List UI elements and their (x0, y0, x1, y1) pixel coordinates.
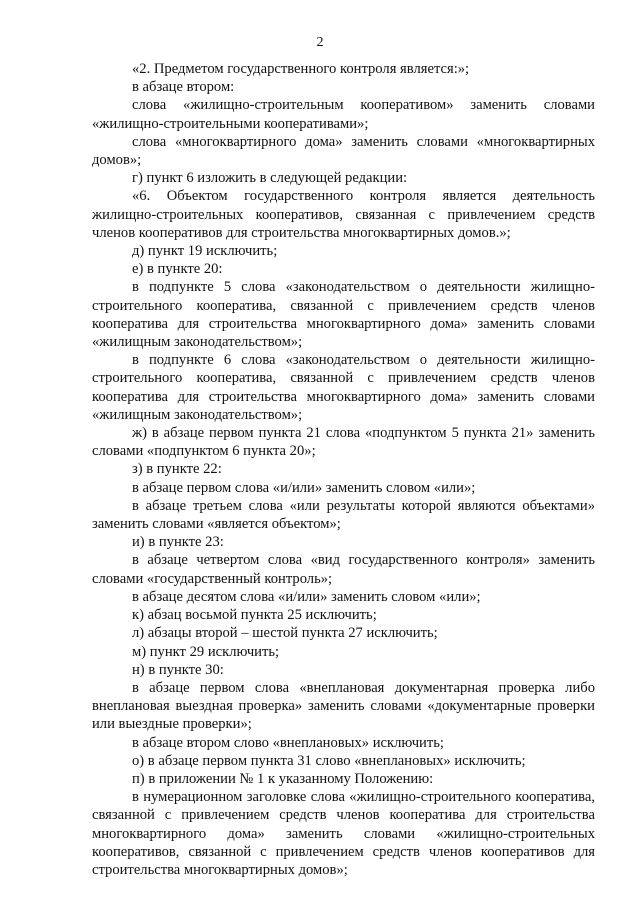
paragraph: е) в пункте 20: (132, 261, 223, 278)
paragraph: слова «жилищно-строительным кооперативом» заменить словами «жилищно-строительными кооперативами»; (92, 97, 595, 132)
paragraph: в абзаце первом слова «и/или» заменить словом «или»; (132, 479, 476, 496)
paragraph: «6. Объектом государственного контроля является деятельность жилищно-строительных кооперативов, связанная с привлечением средств членов кооперативов для строительства многоквартирных домов.»; (92, 188, 595, 241)
paragraph: в подпункте 6 слова «законодательством о деятельности жилищно-строительного кооператива, связанной с привлечением средств членов кооператива для строительства многоквартирного дома» заменить словами «жилищным законодательством»; (92, 352, 595, 423)
paragraph: з) в пункте 22: (132, 461, 222, 478)
paragraph: ж) в абзаце первом пункта 21 слова «подпунктом 5 пункта 21» заменить словами «подпунктом 6 пункта 20»; (92, 425, 595, 460)
paragraph: л) абзацы второй – шестой пункта 27 исключить; (132, 625, 438, 642)
document-body (92, 60, 595, 879)
paragraph: к) абзац восьмой пункта 25 исключить; (132, 607, 377, 624)
paragraph: в нумерационном заголовке слова «жилищно-строительного кооператива, связанной с привлечением средств членов кооператива для строительства многоквартирного дома» заменить словами «жилищно-строительных кооперативов, связанной с привлечением средств членов кооперативов для строительства многоквартирных домов»; (92, 789, 595, 878)
paragraph: в абзаце первом слова «внеплановая документарная проверка либо внеплановая выездная проверка» заменить словами «документарные проверки или выездные проверки»; (92, 679, 595, 733)
paragraph: в абзаце третьем слова «или результаты которой являются объектами» заменить словами «является объектом»; (92, 497, 595, 533)
paragraph: д) пункт 19 исключить; (132, 243, 278, 260)
paragraph: в абзаце десятом слова «и/или» заменить словом «или»; (132, 588, 481, 605)
paragraph: н) в пункте 30: (132, 661, 224, 678)
paragraph: слова «многоквартирного дома» заменить словами «многоквартирных домов»; (92, 133, 595, 169)
paragraph: о) в абзаце первом пункта 31 слово «внеплановых» исключить; (132, 752, 526, 769)
paragraph: в абзаце втором: (132, 79, 235, 96)
paragraph: в подпункте 5 слова «законодательством о деятельности жилищно-строительного кооператива, связанной с привлечением средств членов кооператива для строительства многоквартирного дома» заменить словами «жилищным законодательством»; (92, 279, 595, 351)
paragraph: и) в пункте 23: (132, 534, 224, 551)
paragraph: «2. Предметом государственного контроля является:»; (132, 61, 470, 77)
paragraph: м) пункт 29 исключить; (132, 643, 280, 660)
paragraph: п) в приложении № 1 к указанному Положению: (132, 770, 434, 787)
paragraph: в абзаце четвертом слова «вид государственного контроля» заменить словами «государственный контроль»; (92, 552, 595, 587)
paragraph: в абзаце втором слово «внеплановых» исключить; (132, 734, 444, 751)
paragraph: г) пункт 6 изложить в следующей редакции: (132, 170, 408, 187)
page-number: 2 (316, 35, 324, 50)
